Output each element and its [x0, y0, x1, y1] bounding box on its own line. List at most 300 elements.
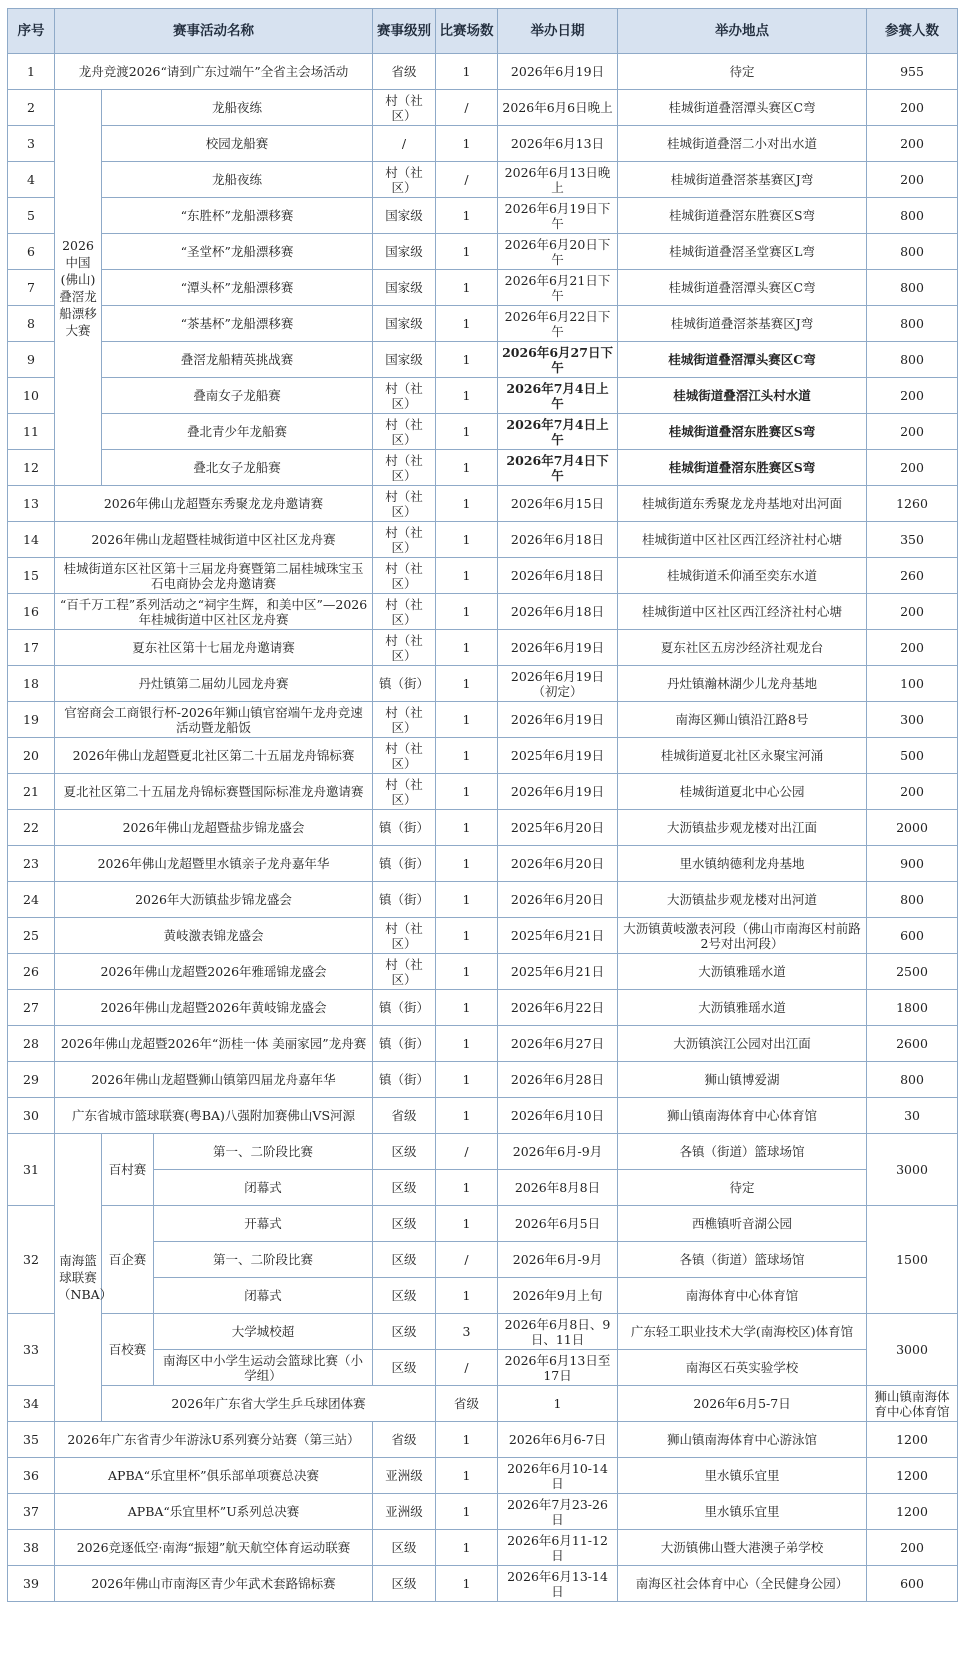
event-venue: 大沥镇雅瑶水道 [618, 954, 867, 990]
row-number: 28 [8, 1026, 55, 1062]
event-level: 村（社区） [373, 594, 436, 630]
event-venue: 桂城街道叠滘圣堂赛区L弯 [618, 234, 867, 270]
event-games: 1 [436, 1458, 498, 1494]
event-people: 300 [867, 702, 958, 738]
event-date: 2026年7月4日下午 [498, 450, 618, 486]
event-date: 2026年6月18日 [498, 594, 618, 630]
events-table [7, 8, 958, 1602]
event-level: 国家级 [373, 306, 436, 342]
table-row [8, 54, 958, 90]
event-level: 区级 [373, 1566, 436, 1602]
table-row [8, 1386, 958, 1422]
table-row [8, 1458, 958, 1494]
event-people: 200 [867, 126, 958, 162]
event-venue: 桂城街道叠滘茶基赛区J弯 [618, 162, 867, 198]
event-date: 2026年6月6-7日 [498, 1422, 618, 1458]
event-name: 2026年佛山龙超暨东秀聚龙龙舟邀请赛 [55, 486, 373, 522]
event-level: 省级 [373, 54, 436, 90]
event-games: 1 [436, 234, 498, 270]
event-level: 村（社区） [373, 558, 436, 594]
event-games: 1 [436, 126, 498, 162]
event-people: 800 [867, 234, 958, 270]
event-games: 1 [436, 990, 498, 1026]
event-name: “茶基杯”龙船漂移赛 [102, 306, 373, 342]
event-date: 2026年6月27日 [498, 1026, 618, 1062]
event-level: 区级 [373, 1242, 436, 1278]
event-venue: 南海体育中心体育馆 [618, 1278, 867, 1314]
row-number: 18 [8, 666, 55, 702]
event-date: 2026年6月10日 [498, 1098, 618, 1134]
event-games: 1 [436, 630, 498, 666]
table-row [8, 270, 958, 306]
event-level: 村（社区） [373, 414, 436, 450]
row-number: 32 [8, 1206, 55, 1314]
event-games: 1 [436, 1170, 498, 1206]
event-level: 村（社区） [373, 630, 436, 666]
event-people: 1500 [867, 1206, 958, 1314]
event-date: 2026年6月-9月 [498, 1134, 618, 1170]
event-people: 800 [867, 1062, 958, 1098]
table-row [8, 486, 958, 522]
event-games: 1 [436, 846, 498, 882]
event-people: 600 [867, 1566, 958, 1602]
row-number: 1 [8, 54, 55, 90]
event-date: 2026年6月27日下午 [498, 342, 618, 378]
event-name: “圣堂杯”龙船漂移赛 [102, 234, 373, 270]
event-date: 2026年6月11-12日 [498, 1530, 618, 1566]
event-people: 1200 [867, 1458, 958, 1494]
event-venue: 西樵镇听音湖公园 [618, 1206, 867, 1242]
event-name: 叠滘龙船精英挑战赛 [102, 342, 373, 378]
event-venue: 桂城街道中区社区西江经济社村心塘 [618, 522, 867, 558]
table-row [8, 738, 958, 774]
event-venue: 狮山镇南海体育中心游泳馆 [618, 1422, 867, 1458]
event-level: 镇（街） [373, 810, 436, 846]
event-games: 1 [436, 306, 498, 342]
event-name: 官窑商会工商银行杯-2026年狮山镇官窑端午龙舟竞速活动暨龙船饭 [55, 702, 373, 738]
event-venue: 桂城街道夏北社区永聚宝河涌 [618, 738, 867, 774]
row-number: 24 [8, 882, 55, 918]
row-number: 39 [8, 1566, 55, 1602]
event-level: 村（社区） [373, 738, 436, 774]
row-number: 3 [8, 126, 55, 162]
event-level: 区级 [373, 1170, 436, 1206]
event-name: “东胜杯”龙船漂移赛 [102, 198, 373, 234]
table-row [8, 306, 958, 342]
event-date: 2026年6月5-7日 [618, 1386, 867, 1422]
event-people: 800 [867, 270, 958, 306]
event-name: 2026年佛山龙超暨桂城街道中区社区龙舟赛 [55, 522, 373, 558]
event-date: 2026年6月13日 [498, 126, 618, 162]
event-date: 2026年7月23-26日 [498, 1494, 618, 1530]
event-level: 村（社区） [373, 702, 436, 738]
table-row [8, 1026, 958, 1062]
event-games: 3 [436, 1314, 498, 1350]
event-venue: 各镇（街道）篮球场馆 [618, 1242, 867, 1278]
event-people: 1200 [867, 1422, 958, 1458]
event-games: / [436, 1242, 498, 1278]
event-venue: 桂城街道东秀聚龙龙舟基地对出河面 [618, 486, 867, 522]
event-date: 2026年6月13日晚上 [498, 162, 618, 198]
event-games: 1 [436, 1530, 498, 1566]
event-level: 村（社区） [373, 90, 436, 126]
event-date: 2026年6月21日下午 [498, 270, 618, 306]
event-name: 2026竞逐低空·南海“振翅”航天航空体育运动联赛 [55, 1530, 373, 1566]
event-date: 2026年6月10-14日 [498, 1458, 618, 1494]
event-games: / [436, 1134, 498, 1170]
table-row [8, 1422, 958, 1458]
header-games: 比赛场数 [436, 9, 498, 54]
table-row [8, 918, 958, 954]
event-name: 2026年佛山龙超暨2026年雅瑶锦龙盛会 [55, 954, 373, 990]
event-date: 2026年6月22日 [498, 990, 618, 1026]
event-venue: 大沥镇雅瑶水道 [618, 990, 867, 1026]
subgroup-name: 百村赛 [102, 1134, 154, 1206]
event-venue: 南海区石英实验学校 [618, 1350, 867, 1386]
event-venue: 大沥镇滨江公园对出江面 [618, 1026, 867, 1062]
event-venue: 南海区社会体育中心（全民健身公园） [618, 1566, 867, 1602]
header-row [8, 9, 958, 54]
event-games: 1 [436, 738, 498, 774]
event-venue: 桂城街道禾仰涌至奕东水道 [618, 558, 867, 594]
event-date: 2025年6月20日 [498, 810, 618, 846]
row-number: 14 [8, 522, 55, 558]
table-row [8, 1098, 958, 1134]
event-venue: 里水镇乐宜里 [618, 1494, 867, 1530]
event-name: 夏北社区第二十五届龙舟锦标赛暨国际标准龙舟邀请赛 [55, 774, 373, 810]
event-people: 200 [867, 774, 958, 810]
row-number: 9 [8, 342, 55, 378]
event-level: 区级 [373, 1530, 436, 1566]
event-games: 1 [436, 702, 498, 738]
table-row [8, 954, 958, 990]
event-name: 龙船夜练 [102, 162, 373, 198]
event-date: 2025年6月21日 [498, 954, 618, 990]
event-venue: 桂城街道叠滘潭头赛区C弯 [618, 90, 867, 126]
event-name: 闭幕式 [154, 1278, 373, 1314]
row-number: 17 [8, 630, 55, 666]
event-venue: 桂城街道叠滘东胜赛区S弯 [618, 450, 867, 486]
event-level: 村（社区） [373, 378, 436, 414]
event-venue: 待定 [618, 1170, 867, 1206]
event-date: 2026年6月19日（初定） [498, 666, 618, 702]
event-games: / [436, 1350, 498, 1386]
row-number: 12 [8, 450, 55, 486]
event-level: 区级 [373, 1314, 436, 1350]
event-name: 2026年佛山龙超暨盐步锦龙盛会 [55, 810, 373, 846]
event-name: 2026年广东省大学生乒乓球团体赛 [102, 1386, 436, 1422]
event-level: 镇（街） [373, 882, 436, 918]
event-games: 1 [436, 1422, 498, 1458]
event-date: 2026年6月28日 [498, 1062, 618, 1098]
event-date: 2026年6月19日 [498, 630, 618, 666]
event-games: / [436, 162, 498, 198]
event-name: APBA“乐宜里杯”俱乐部单项赛总决赛 [55, 1458, 373, 1494]
event-venue: 桂城街道叠滘潭头赛区C弯 [618, 270, 867, 306]
event-venue: 桂城街道叠滘二小对出水道 [618, 126, 867, 162]
table-row [8, 90, 958, 126]
event-people: 260 [867, 558, 958, 594]
event-name: 夏东社区第十七届龙舟邀请赛 [55, 630, 373, 666]
event-people: 2600 [867, 1026, 958, 1062]
row-number: 29 [8, 1062, 55, 1098]
event-name: 丹灶镇第二届幼儿园龙舟赛 [55, 666, 373, 702]
event-people: 200 [867, 630, 958, 666]
event-level: 村（社区） [373, 486, 436, 522]
event-date: 2026年6月19日 [498, 774, 618, 810]
event-date: 2026年8月8日 [498, 1170, 618, 1206]
event-venue: 广东轻工职业技术大学(南海校区)体育馆 [618, 1314, 867, 1350]
event-level: 亚洲级 [373, 1494, 436, 1530]
event-venue: 待定 [618, 54, 867, 90]
event-date: 2026年6月19日 [498, 702, 618, 738]
group-name: 2026中国(佛山)叠滘龙船漂移大赛 [55, 90, 102, 486]
event-venue: 桂城街道叠滘江头村水道 [618, 378, 867, 414]
event-level: 村（社区） [373, 774, 436, 810]
table-row [8, 234, 958, 270]
event-name: 第一、二阶段比赛 [154, 1134, 373, 1170]
event-level: 村（社区） [373, 918, 436, 954]
event-date: 2026年6月20日 [498, 846, 618, 882]
row-number: 37 [8, 1494, 55, 1530]
row-number: 16 [8, 594, 55, 630]
event-date: 2026年6月6日晚上 [498, 90, 618, 126]
event-level: 镇（街） [373, 1062, 436, 1098]
event-games: 1 [436, 666, 498, 702]
event-venue: 桂城街道中区社区西江经济社村心塘 [618, 594, 867, 630]
event-venue: 大沥镇盐步观龙楼对出江面 [618, 810, 867, 846]
event-level: 村（社区） [373, 162, 436, 198]
table-row [8, 702, 958, 738]
table-row [8, 1206, 958, 1242]
event-name: 2026年大沥镇盐步锦龙盛会 [55, 882, 373, 918]
table-row [8, 1494, 958, 1530]
event-level: 省级 [436, 1386, 498, 1422]
event-date: 2026年6月19日下午 [498, 198, 618, 234]
table-row [8, 1134, 958, 1170]
event-level: 镇（街） [373, 990, 436, 1026]
header-level: 赛事级别 [373, 9, 436, 54]
event-level: / [373, 126, 436, 162]
event-games: 1 [436, 810, 498, 846]
event-date: 2026年6月18日 [498, 522, 618, 558]
event-people: 2000 [867, 810, 958, 846]
event-date: 2026年6月20日 [498, 882, 618, 918]
header-venue: 举办地点 [618, 9, 867, 54]
header-name: 赛事活动名称 [55, 9, 373, 54]
event-people: 800 [867, 342, 958, 378]
row-number: 25 [8, 918, 55, 954]
event-level: 镇（街） [373, 666, 436, 702]
table-row [8, 810, 958, 846]
event-people: 1260 [867, 486, 958, 522]
event-games: 1 [436, 1566, 498, 1602]
event-games: 1 [436, 918, 498, 954]
event-level: 镇（街） [373, 1026, 436, 1062]
event-name: 龙舟竞渡2026“请到广东过端午”全省主会场活动 [55, 54, 373, 90]
event-name: “潭头杯”龙船漂移赛 [102, 270, 373, 306]
event-name: APBA“乐宜里杯”U系列总决赛 [55, 1494, 373, 1530]
row-number: 19 [8, 702, 55, 738]
row-number: 33 [8, 1314, 55, 1386]
event-level: 国家级 [373, 234, 436, 270]
subgroup-name: 百企赛 [102, 1206, 154, 1314]
event-people: 1800 [867, 990, 958, 1026]
event-level: 国家级 [373, 198, 436, 234]
event-games: 1 [498, 1386, 618, 1422]
event-games: 1 [436, 1278, 498, 1314]
event-games: 1 [436, 342, 498, 378]
event-name: 大学城校超 [154, 1314, 373, 1350]
event-games: 1 [436, 882, 498, 918]
row-number: 11 [8, 414, 55, 450]
event-people: 3000 [867, 1314, 958, 1386]
table-row [8, 774, 958, 810]
event-venue: 狮山镇博爱湖 [618, 1062, 867, 1098]
event-date: 2026年6月13-14日 [498, 1566, 618, 1602]
event-name: 2026年佛山龙超暨狮山镇第四届龙舟嘉年华 [55, 1062, 373, 1098]
row-number: 13 [8, 486, 55, 522]
row-number: 30 [8, 1098, 55, 1134]
event-venue: 里水镇乐宜里 [618, 1458, 867, 1494]
event-name: 2026年佛山市南海区青少年武术套路锦标赛 [55, 1566, 373, 1602]
event-name: “百千万工程”系列活动之“祠宇生辉，和美中区”—2026年桂城街道中区社区龙舟赛 [55, 594, 373, 630]
row-number: 20 [8, 738, 55, 774]
table-row [8, 1314, 958, 1350]
group-name: 南海篮球联赛（NBA） [55, 1134, 102, 1422]
event-games: 1 [436, 1098, 498, 1134]
event-name: 叠北青少年龙船赛 [102, 414, 373, 450]
event-games: 1 [436, 270, 498, 306]
event-games: 1 [436, 1206, 498, 1242]
row-number: 31 [8, 1134, 55, 1206]
table-row [8, 198, 958, 234]
event-date: 2026年7月4日上午 [498, 414, 618, 450]
table-row [8, 378, 958, 414]
table-row [8, 1530, 958, 1566]
event-date: 2026年6月5日 [498, 1206, 618, 1242]
event-level: 区级 [373, 1206, 436, 1242]
event-games: 1 [436, 378, 498, 414]
event-venue: 狮山镇南海体育中心体育馆 [618, 1098, 867, 1134]
event-name: 2026年佛山龙超暨夏北社区第二十五届龙舟锦标赛 [55, 738, 373, 774]
event-name: 开幕式 [154, 1206, 373, 1242]
event-name: 龙船夜练 [102, 90, 373, 126]
event-venue: 各镇（街道）篮球场馆 [618, 1134, 867, 1170]
event-games: 1 [436, 450, 498, 486]
event-games: / [436, 90, 498, 126]
event-name: 2026年佛山龙超暨里水镇亲子龙舟嘉年华 [55, 846, 373, 882]
event-level: 区级 [373, 1278, 436, 1314]
event-people: 800 [867, 198, 958, 234]
event-name: 叠南女子龙船赛 [102, 378, 373, 414]
event-level: 省级 [373, 1422, 436, 1458]
event-name: 2026年佛山龙超暨2026年黄岐锦龙盛会 [55, 990, 373, 1026]
row-number: 15 [8, 558, 55, 594]
row-number: 8 [8, 306, 55, 342]
table-row [8, 666, 958, 702]
event-people: 955 [867, 54, 958, 90]
table-row [8, 450, 958, 486]
event-level: 国家级 [373, 270, 436, 306]
header-date: 举办日期 [498, 9, 618, 54]
table-row [8, 1566, 958, 1602]
row-number: 10 [8, 378, 55, 414]
event-date: 2026年6月13日至17日 [498, 1350, 618, 1386]
event-games: 1 [436, 774, 498, 810]
event-date: 2026年9月上旬 [498, 1278, 618, 1314]
event-name: 2026年佛山龙超暨2026年“沥桂一体 美丽家园”龙舟赛 [55, 1026, 373, 1062]
row-number: 36 [8, 1458, 55, 1494]
event-name: 闭幕式 [154, 1170, 373, 1206]
row-number: 22 [8, 810, 55, 846]
event-people: 200 [867, 1530, 958, 1566]
event-people: 200 [867, 414, 958, 450]
subgroup-name: 百校赛 [102, 1314, 154, 1386]
table-row [8, 126, 958, 162]
event-venue: 桂城街道叠滘潭头赛区C弯 [618, 342, 867, 378]
event-level: 区级 [373, 1134, 436, 1170]
event-level: 镇（街） [373, 846, 436, 882]
event-games: 1 [436, 522, 498, 558]
row-number: 38 [8, 1530, 55, 1566]
event-people: 2500 [867, 954, 958, 990]
event-games: 1 [436, 1026, 498, 1062]
event-people: 30 [867, 1098, 958, 1134]
table-row [8, 630, 958, 666]
event-venue: 大沥镇盐步观龙楼对出河道 [618, 882, 867, 918]
event-people: 200 [867, 162, 958, 198]
event-date: 2025年6月21日 [498, 918, 618, 954]
event-games: 1 [436, 414, 498, 450]
row-number: 2 [8, 90, 55, 126]
event-date: 2026年6月15日 [498, 486, 618, 522]
event-date: 2026年6月19日 [498, 54, 618, 90]
event-games: 1 [436, 198, 498, 234]
event-people: 3000 [867, 1134, 958, 1206]
event-date: 2026年6月8日、9日、11日 [498, 1314, 618, 1350]
event-name: 南海区中小学生运动会篮球比赛（小学组） [154, 1350, 373, 1386]
event-level: 区级 [373, 1350, 436, 1386]
event-games: 1 [436, 1494, 498, 1530]
table-row [8, 342, 958, 378]
event-level: 省级 [373, 1098, 436, 1134]
event-people: 1200 [867, 1494, 958, 1530]
event-venue: 大沥镇佛山暨大港澳子弟学校 [618, 1530, 867, 1566]
event-games: 1 [436, 954, 498, 990]
event-date: 2026年7月4日上午 [498, 378, 618, 414]
row-number: 5 [8, 198, 55, 234]
event-name: 2026年广东省青少年游泳U系列赛分站赛（第三站） [55, 1422, 373, 1458]
event-people: 350 [867, 522, 958, 558]
event-games: 1 [436, 594, 498, 630]
event-venue: 桂城街道叠滘东胜赛区S弯 [618, 198, 867, 234]
table-row [8, 558, 958, 594]
table-row [8, 414, 958, 450]
event-people: 200 [867, 450, 958, 486]
table-row [8, 594, 958, 630]
event-level: 国家级 [373, 342, 436, 378]
row-number: 35 [8, 1422, 55, 1458]
event-venue: 丹灶镇瀚林湖少儿龙舟基地 [618, 666, 867, 702]
event-name: 叠北女子龙船赛 [102, 450, 373, 486]
table-row [8, 990, 958, 1026]
event-venue: 大沥镇黄岐激表河段（佛山市南海区村前路2号对出河段） [618, 918, 867, 954]
event-venue: 里水镇纳德利龙舟基地 [618, 846, 867, 882]
event-date: 2026年6月20日下午 [498, 234, 618, 270]
event-people: 500 [867, 738, 958, 774]
table-row [8, 522, 958, 558]
